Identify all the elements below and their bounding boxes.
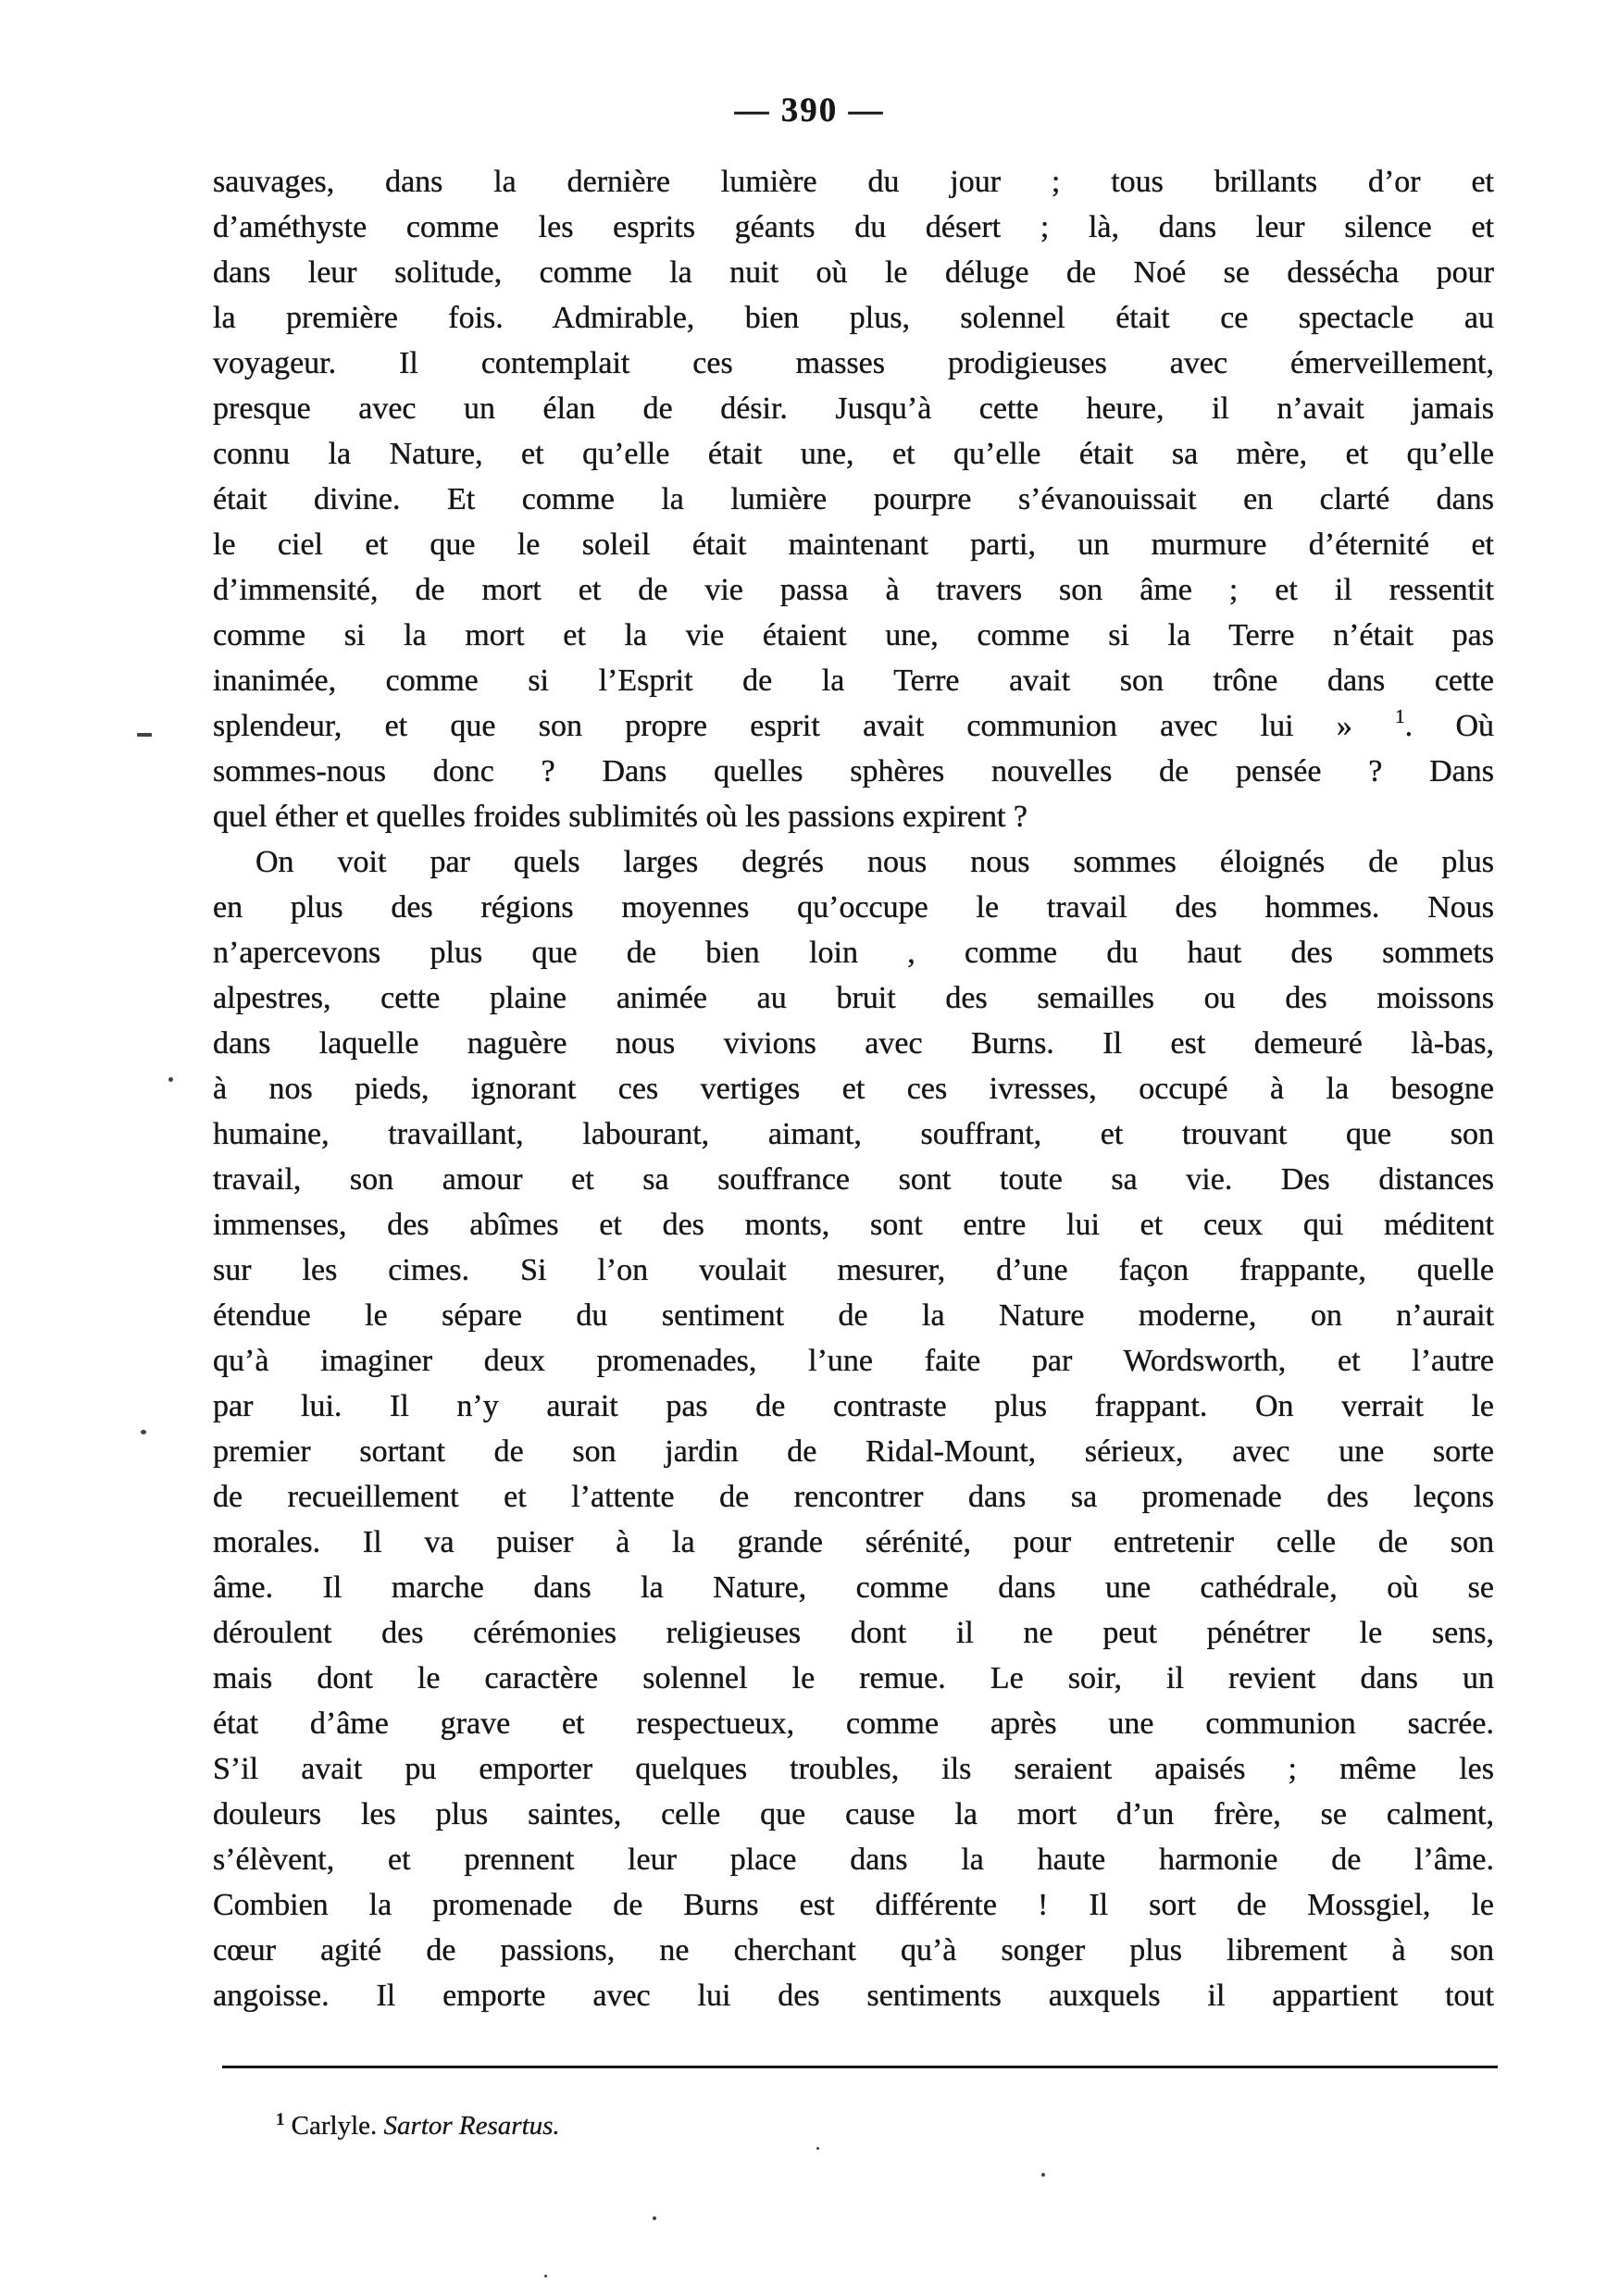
text-line	[213, 930, 1494, 975]
text-line	[213, 386, 1494, 431]
scan-artifact	[653, 2216, 656, 2220]
text-line	[213, 341, 1494, 386]
line-text: premier sortant de son jardin de Ridal-Mount, sérieux, avec une sorte	[213, 1434, 1494, 1469]
line-text: le ciel et que le soleil était maintenant parti, un murmure d’éternité et	[213, 527, 1494, 562]
text-line	[213, 1882, 1494, 1928]
footnote-marker: 1	[276, 2110, 285, 2129]
text-line	[213, 1474, 1494, 1520]
body-text	[213, 159, 1494, 2018]
text-line	[213, 975, 1494, 1021]
text-line	[213, 1111, 1494, 1157]
line-text: dans leur solitude, comme la nuit où le déluge de Noé se dessécha pour	[213, 255, 1494, 290]
text-line	[213, 1837, 1494, 1882]
line-text: comme si la mort et la vie étaient une, comme si la Terre n’était pas	[213, 618, 1494, 652]
line-text: immenses, des abîmes et des monts, sont entre lui et ceux qui méditent	[213, 1208, 1494, 1242]
text-line	[213, 703, 1494, 749]
text-line	[213, 1429, 1494, 1474]
line-text: inanimée, comme si l’Esprit de la Terre avait son trône dans cette	[213, 664, 1494, 698]
text-line	[213, 159, 1494, 205]
text-line	[213, 1021, 1494, 1066]
text-line	[213, 1384, 1494, 1429]
footnote-separator	[222, 2066, 1498, 2068]
line-text: cœur agité de passions, ne cherchant qu’à songer plus librement à son	[213, 1933, 1494, 1967]
scan-artifact	[141, 1430, 146, 1434]
footnote-reference: 1	[1395, 705, 1405, 727]
line-text: était divine. Et comme la lumière pourpre s’évanouissait en clarté dans	[213, 482, 1494, 516]
line-text: mais dont le caractère solennel le remue. Le soir, il revient dans un	[213, 1661, 1494, 1695]
line-text: angoisse. Il emporte avec lui des sentiments auxquels il appartient tout	[213, 1979, 1494, 2013]
text-line	[213, 1293, 1494, 1338]
line-text: sauvages, dans la dernière lumière du jour ; tous brillants d’or et	[213, 165, 1494, 199]
text-line	[213, 1792, 1494, 1837]
line-text: presque avec un élan de désir. Jusqu’à cette heure, il n’avait jamais	[213, 391, 1494, 426]
page-number: — 390 —	[734, 92, 885, 130]
text-line	[213, 794, 1494, 839]
text-line	[213, 839, 1494, 885]
footnote	[276, 2111, 1479, 2141]
scan-artifact	[168, 1077, 173, 1082]
line-text: dans laquelle naguère nous vivions avec Burns. Il est demeuré là-bas,	[213, 1026, 1494, 1061]
line-text: état d’âme grave et respectueux, comme après une communion sacrée.	[213, 1706, 1494, 1741]
text-line	[213, 1202, 1494, 1247]
line-text: sur les cimes. Si l’on voulait mesurer, d’une façon frappante, quelle	[213, 1253, 1494, 1287]
line-text: alpestres, cette plaine animée au bruit des semailles ou des moissons	[213, 981, 1494, 1015]
text-line	[213, 1520, 1494, 1565]
text-line	[213, 1973, 1494, 2018]
line-text: On voit par quels larges degrés nous nous sommes éloignés de plus	[255, 845, 1494, 879]
text-line	[213, 613, 1494, 658]
line-text: d’améthyste comme les esprits géants du désert ; là, dans leur silence et	[213, 210, 1494, 244]
line-text: splendeur, et que son propre esprit avait communion avec lui »	[213, 709, 1396, 743]
text-line	[213, 1338, 1494, 1384]
line-text: la première fois. Admirable, bien plus, solennel était ce spectacle au	[213, 301, 1494, 335]
text-line	[213, 431, 1494, 477]
scan-artifact	[137, 733, 152, 737]
line-text: connu la Nature, et qu’elle était une, et qu’elle était sa mère, et qu’elle	[213, 437, 1494, 471]
footnote-work-title: Sartor Resartus.	[383, 2111, 560, 2141]
line-text: douleurs les plus saintes, celle que cause la mort d’un frère, se calment,	[213, 1797, 1494, 1831]
text-line	[213, 295, 1494, 341]
line-text: d’immensité, de mort et de vie passa à travers son âme ; et il ressentit	[213, 573, 1494, 607]
text-line	[213, 1157, 1494, 1202]
scan-artifact	[816, 2147, 819, 2150]
line-text: en plus des régions moyennes qu’occupe le travail des hommes. Nous	[213, 890, 1494, 925]
line-text: voyageur. Il contemplait ces masses prodigieuses avec émerveillement,	[213, 346, 1494, 380]
text-line	[213, 1928, 1494, 1973]
text-line	[213, 885, 1494, 930]
line-text: âme. Il marche dans la Nature, comme dans une cathédrale, où se	[213, 1570, 1494, 1605]
text-line	[213, 205, 1494, 250]
line-text: qu’à imaginer deux promenades, l’une faite par Wordsworth, et l’autre	[213, 1344, 1494, 1378]
line-text-after-reference: . Où	[1404, 709, 1494, 743]
line-text: de recueillement et l’attente de rencontrer dans sa promenade des leçons	[213, 1480, 1494, 1514]
line-text: déroulent des cérémonies religieuses dont il ne peut pénétrer le sens,	[213, 1616, 1494, 1650]
text-line	[213, 1247, 1494, 1293]
text-line	[213, 1746, 1494, 1792]
text-line	[213, 1066, 1494, 1111]
text-line	[213, 250, 1494, 295]
footnote-author: Carlyle.	[291, 2111, 378, 2141]
text-line	[213, 1656, 1494, 1701]
text-line	[213, 1610, 1494, 1656]
line-text: humaine, travaillant, labourant, aimant, souffrant, et trouvant que son	[213, 1117, 1494, 1151]
text-line	[213, 522, 1494, 567]
line-text: quel éther et quelles froides sublimités où les passions expirent ?	[213, 800, 1028, 834]
line-text: S’il avait pu emporter quelques troubles, ils seraient apaisés ; même les	[213, 1752, 1494, 1786]
text-line	[213, 658, 1494, 703]
text-line	[213, 567, 1494, 613]
line-text: sommes-nous donc ? Dans quelles sphères nouvelles de pensée ? Dans	[213, 754, 1494, 788]
text-line	[213, 1701, 1494, 1746]
text-line	[213, 749, 1494, 794]
line-text: s’élèvent, et prennent leur place dans la haute harmonie de l’âme.	[213, 1843, 1494, 1877]
scan-artifact	[1041, 2173, 1045, 2177]
line-text: par lui. Il n’y aurait pas de contraste plus frappant. On verrait le	[213, 1389, 1494, 1423]
line-text: Combien la promenade de Burns est différente ! Il sort de Mossgiel, le	[213, 1888, 1494, 1922]
line-text: morales. Il va puiser à la grande sérénité, pour entretenir celle de son	[213, 1525, 1494, 1559]
line-text: travail, son amour et sa souffrance sont toute sa vie. Des distances	[213, 1162, 1494, 1197]
text-line	[213, 477, 1494, 522]
text-line	[213, 1565, 1494, 1610]
line-text: à nos pieds, ignorant ces vertiges et ces ivresses, occupé à la besogne	[213, 1072, 1494, 1106]
line-text: étendue le sépare du sentiment de la Nature moderne, on n’aurait	[213, 1298, 1494, 1333]
scan-artifact	[544, 2275, 547, 2277]
line-text: n’apercevons plus que de bien loin , comme du haut des sommets	[213, 936, 1494, 970]
